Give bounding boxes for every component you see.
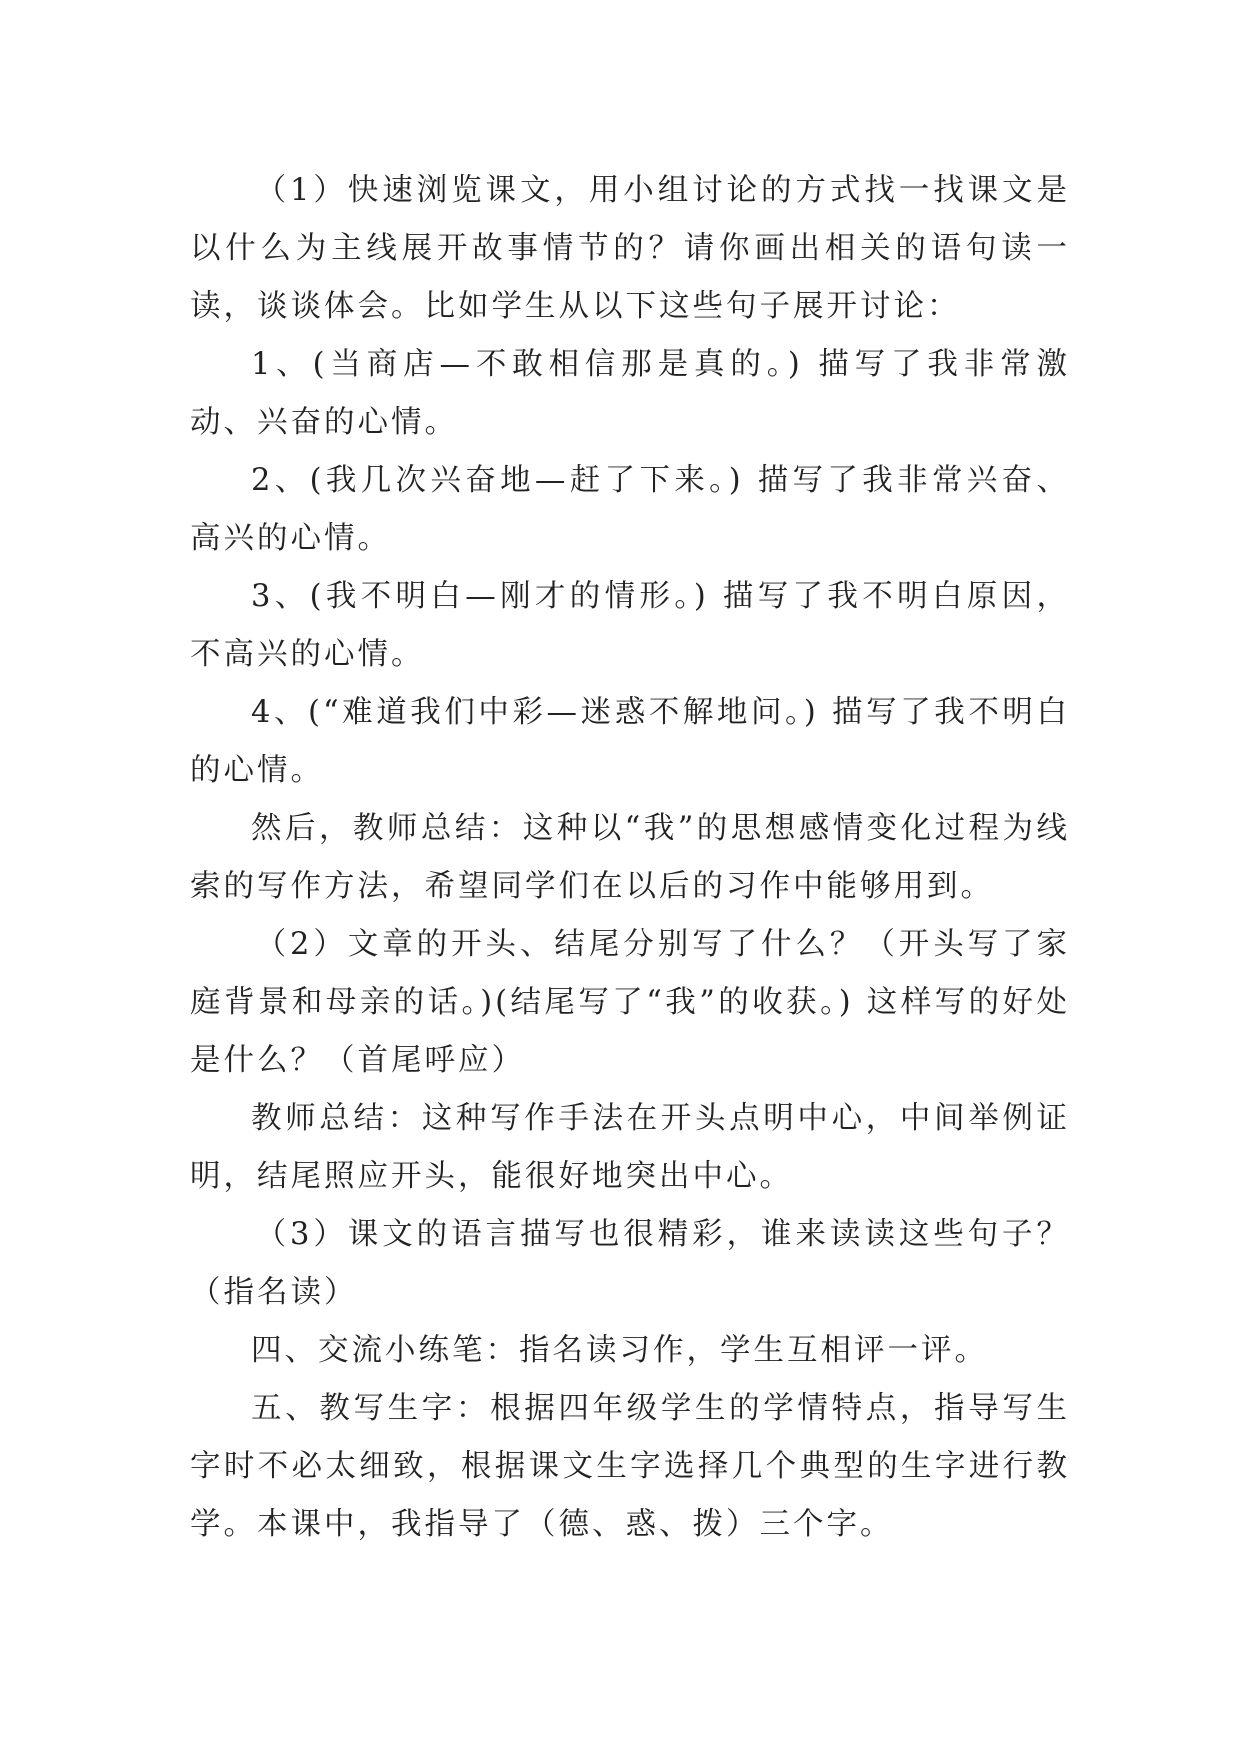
- paragraph-sentence-1: 1、(当商店—不敢相信那是真的。) 描写了我非常激动、兴奋的心情。: [190, 347, 1070, 440]
- paragraph-task-1: （1）快速浏览课文，用小组讨论的方式找一找课文是以什么为主线展开故事情节的？请你画出相关的语句读一读，谈谈体会。比如学生从以下这些句子展开讨论：: [190, 173, 1070, 324]
- paragraph-task-2: （2）文章的开头、结尾分别写了什么？（开头写了家庭背景和母亲的话。)(结尾写了“我”的收获。) 这样写的好处是什么？（首尾呼应）: [190, 927, 1070, 1078]
- paragraph-teacher-summary-1: 然后，教师总结：这种以“我”的思想感情变化过程为线索的写作方法，希望同学们在以后的习作中能够用到。: [190, 811, 1070, 904]
- paragraph-teacher-summary-2: 教师总结：这种写作手法在开头点明中心，中间举例证明，结尾照应开头，能很好地突出中心。: [190, 1101, 1070, 1194]
- paragraph-section-4: 四、交流小练笔：指名读习作，学生互相评一评。: [251, 1333, 988, 1368]
- paragraph-task-3: （3）课文的语言描写也很精彩，谁来读读这些句子？（指名读）: [190, 1217, 1070, 1310]
- paragraph-sentence-4: 4、(“难道我们中彩—迷惑不解地问。) 描写了我不明白的心情。: [190, 695, 1070, 788]
- document-body: [190, 162, 1070, 1554]
- paragraph-sentence-2: 2、(我几次兴奋地—赶了下来。) 描写了我非常兴奋、高兴的心情。: [190, 463, 1070, 556]
- paragraph-sentence-3: 3、(我不明白—刚才的情形。) 描写了我不明白原因，不高兴的心情。: [190, 579, 1070, 672]
- paragraph-section-5: 五、教写生字：根据四年级学生的学情特点，指导写生字时不必太细致，根据课文生字选择几个典型的生字进行教学。本课中，我指导了（德、惑、拨）三个字。: [190, 1391, 1070, 1542]
